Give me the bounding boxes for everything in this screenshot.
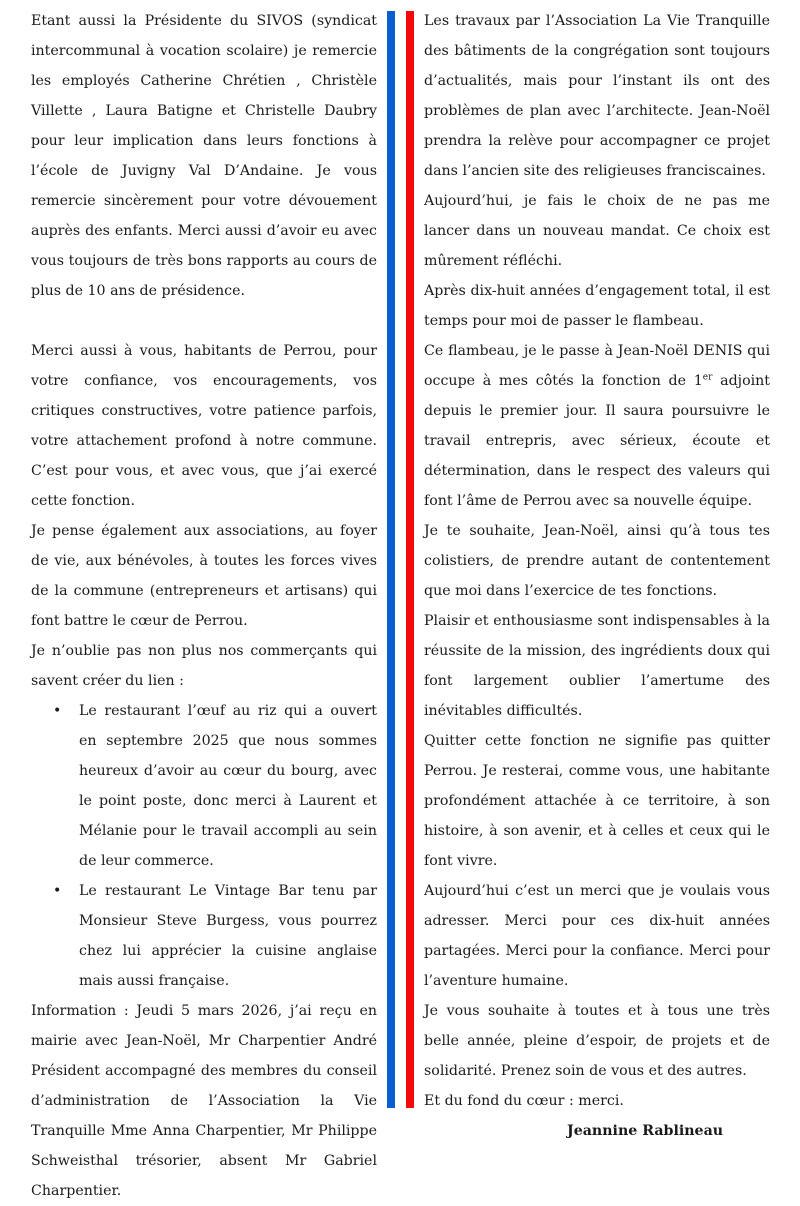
paragraph-decision: Aujourd’hui, je fais le choix de ne pas me lancer dans un nouveau mandat. Ce choix est mûrement réfléchi. (424, 193, 770, 269)
paragraph-wishes-successor: Je te souhaite, Jean-Noël, ainsi qu’à tous tes colistiers, de prendre autant de contentement que moi dans l’exercice de tes fonctions. (424, 523, 770, 599)
right-column (424, 6, 770, 1146)
paragraph-closing: Et du fond du cœur : merci. (424, 1093, 624, 1109)
bullet-icon: • (53, 883, 62, 899)
paragraph-works: Les travaux par l’Association La Vie Tranquille des bâtiments de la congrégation sont toujours d’actualités, mais pour l’instant ils ont des problèmes de plan avec l’architecte. Jean-Noël prendra la relève pour accompagner ce projet dans l’ancien site des religieuses franciscaines. (424, 13, 770, 179)
signature: Jeannine Rablineau (567, 1123, 724, 1139)
paragraph-staying: Quitter cette fonction ne signifie pas quitter Perrou. Je resterai, comme vous, une habitante profondément attachée à ce territoire, à son histoire, à son avenir, et à celles et ceux qui le font vivre. (424, 733, 770, 869)
bullet-icon: • (53, 703, 62, 719)
list-item (53, 696, 377, 876)
paragraph-successor: Ce flambeau, je le passe à Jean-Noël DENIS qui occupe à mes côtés la fonction de 1er adjoint depuis le premier jour. Il saura poursuivre le travail entrepris, avec sérieux, écoute et détermination, dans le respect des valeurs qui font l’âme de Perrou avec sa nouvelle équipe. (424, 343, 770, 509)
merchants-list (31, 696, 377, 996)
tricolor-stripe-blue (387, 11, 395, 1108)
paragraph-residents-thanks: Merci aussi à vous, habitants de Perrou, pour votre confiance, vos encouragements, vos critiques constructives, votre patience parfois, votre attachement profond à notre commune. C’est pour vous, et avec vous, que j’ai exercé cette fonction. (31, 343, 377, 509)
paragraph-associations: Je pense également aux associations, au foyer de vie, aux bénévoles, à toutes les forces vives de la commune (entrepreneurs et artisans) qui font battre le cœur de Perrou. (31, 523, 377, 629)
tricolor-stripe-red (406, 11, 414, 1108)
left-column (31, 6, 377, 1206)
paragraph-spacer (31, 306, 377, 336)
paragraph-merchants-intro: Je n’oublie pas non plus nos commerçants qui savent créer du lien : (31, 643, 377, 689)
paragraph-sivos-thanks: Etant aussi la Présidente du SIVOS (syndicat intercommunal à vocation scolaire) je remercie les employés Catherine Chrétien , Christèle Villette , Laura Batigne et Christelle Daubry pour leur implication dans leurs fonctions à l’école de Juvigny Val D’Andaine. Je vous remercie sincèrement pour votre dévouement auprès des enfants. Merci aussi d’avoir eu avec vous toujours de très bons rapports au cours de plus de 10 ans de présidence. (31, 13, 377, 299)
list-item-text: Le restaurant Le Vintage Bar tenu par Monsieur Steve Burgess, vous pourrez chez lui apprécier la cuisine anglaise mais aussi française. (79, 883, 377, 989)
paragraph-eighteen-years: Après dix-huit années d’engagement total, il est temps pour moi de passer le flambeau. (424, 283, 770, 329)
paragraph-pleasure: Plaisir et enthousiasme sont indispensables à la réussite de la mission, des ingrédients doux qui font largement oublier l’amertume des inévitables difficultés. (424, 613, 770, 719)
list-item-text: Le restaurant l’œuf au riz qui a ouvert en septembre 2025 que nous sommes heureux d’avoir au cœur du bourg, avec le point poste, donc merci à Laurent et Mélanie pour le travail accompli au sein de leur commerce. (79, 703, 377, 869)
paragraph-information: Information : Jeudi 5 mars 2026, j’ai reçu en mairie avec Jean-Noël, Mr Charpentier André Président accompagné des membres du conseil d’administration de l’Association la Vie Tranquille Mme Anna Charpentier, Mr Philippe Schweisthal trésorier, absent Mr Gabriel Charpentier. (31, 1003, 377, 1199)
paragraph-thanks: Aujourd’hui c’est un merci que je voulais vous adresser. Merci pour ces dix-huit années partagées. Merci pour la confiance. Merci pour l’aventure humaine. (424, 883, 770, 989)
list-item (53, 876, 377, 996)
paragraph-new-year-wishes: Je vous souhaite à toutes et à tous une très belle année, pleine d’espoir, de projets et de solidarité. Prenez soin de vous et des autres. (424, 1003, 770, 1079)
